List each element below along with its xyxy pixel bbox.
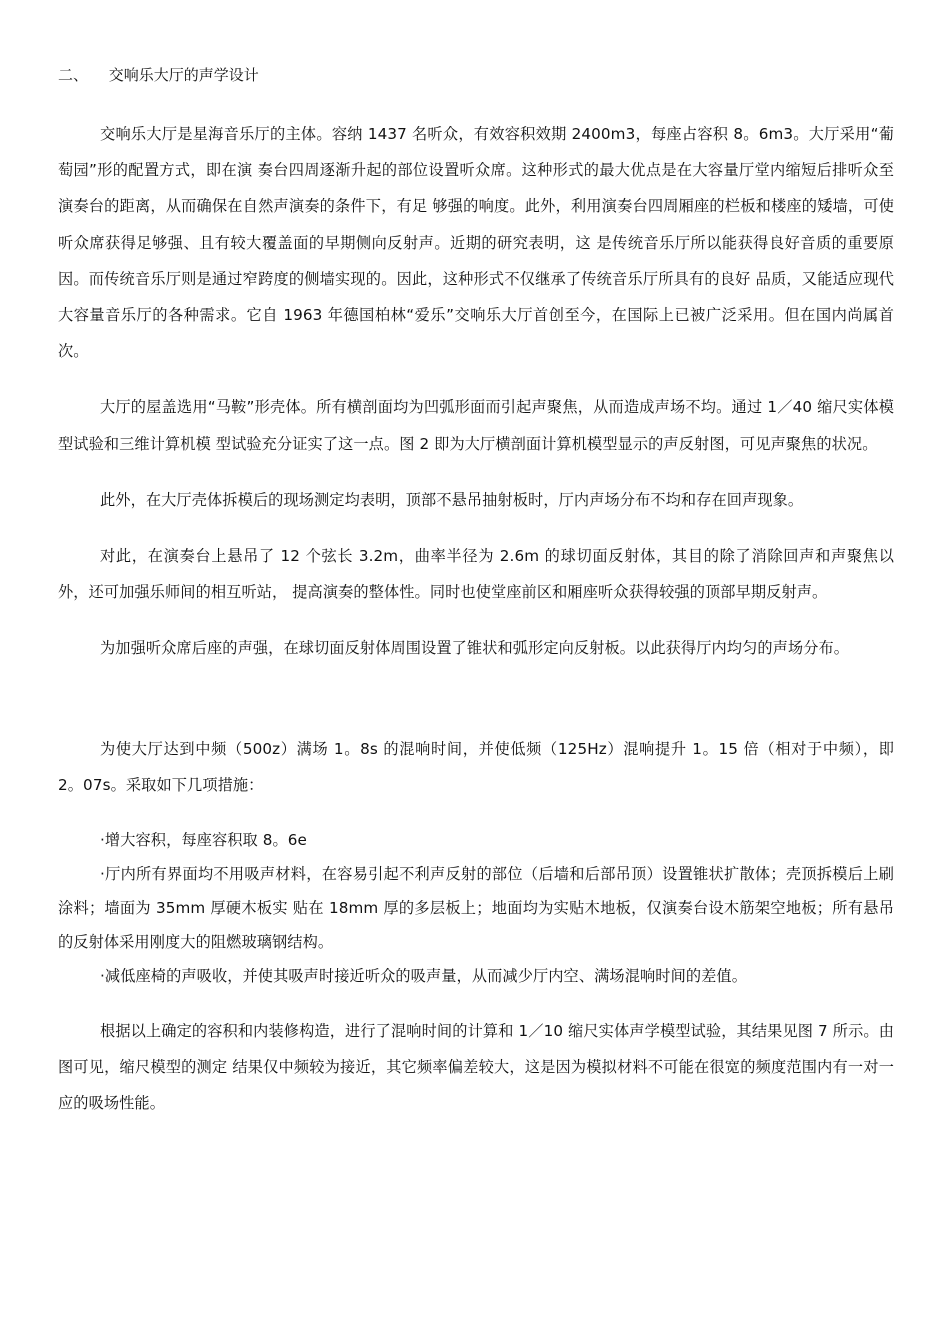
paragraph-hall-overview: 交响乐大厅是星海音乐厅的主体。容纳 1437 名听众，有效容积效期 2400m3，每座占容积 8。6m3。大厅采用“葡萄园”形的配置方式，即在演 奏台四周逐渐升起的部位设置听众席。这种形式的最大优点是在大容量厅堂内缩短后排听众至演奏台的距离，从而确保在自然声演奏的条件下，有足 够强的响度。此外，利用演奏台四周厢座的栏板和楼座的矮墙，可使听众席获得足够强、且有较大覆盖面的早期侧向反射声。近期的研究表明，这 是传统音乐厅所以能获得良好音质的重要原因。而传统音乐厅则是通过窄跨度的侧墙实现的。因此，这种形式不仅继承了传统音乐厅所具有的良好 品质，又能适应现代大容量音乐厅的各种需求。它自 1963 年德国柏林“爱乐”交响乐大厅首创至今，在国际上已被广泛采用。但在国内尚属首次。	[58, 125, 894, 361]
paragraph-roof-shell: 大厅的屋盖选用“马鞍”形壳体。所有横剖面均为凹弧形面而引起声聚焦，从而造成声场不均。通过 1／40 缩尺实体模型试验和三维计算机模 型试验充分证实了这一点。图 2 即为大厅横剖面计算机模型显示的声反射图，可见声聚焦的状况。	[58, 398, 894, 453]
measure-item: ·增大容积，每座容积取 8。6e	[100, 831, 307, 850]
measures-list	[58, 823, 894, 993]
paragraph-reflectors: 对此，在演奏台上悬吊了 12 个弦长 3.2m，曲率半径为 2.6m 的球切面反射体，其目的除了消除回声和声聚焦以外，还可加强乐师间的相互听站， 提高演奏的整体性。同时也使堂座前区和厢座听众获得较强的顶部早期反射声。	[58, 547, 894, 602]
measure-item: ·减低座椅的声吸收，并使其吸声时接近听众的吸声量，从而减少厅内空、满场混响时间的差值。	[100, 967, 748, 986]
section-number: 二、	[58, 66, 89, 84]
paragraph-reverb-target: 为使大厅达到中频（500z）满场 1。8s 的混响时间，并使低频（125Hz）混响提升 1。15 倍（相对于中频），即 2。07s。采取如下几项措施：	[58, 739, 894, 794]
paragraph-model-results: 根据以上确定的容积和内装修构造，进行了混响时间的计算和 1／10 缩尺实体声学模型试验，其结果见图 7 所示。由图可见，缩尺模型的测定 结果仅中频较为接近，其它频率偏差较大，这是因为模拟材料不可能在很宽的频度范围内有一对一应的吸场性能。	[58, 1022, 894, 1113]
paragraph-rear-seats: 为加强听众席后座的声强，在球切面反射体周围设置了锥状和弧形定向反射板。以此获得厅内均匀的声场分布。	[100, 639, 850, 658]
section-title: 交响乐大厅的声学设计	[108, 66, 259, 84]
document-page	[58, 64, 894, 1122]
measure-item: ·厅内所有界面均不用吸声材料，在容易引起不利声反射的部位（后墙和后部吊顶）设置锥状扩散体；壳顶拆模后上刷涂料；墙面为 35mm 厚硬木板实 贴在 18mm 厚的多层板上；地面均为实贴木地板，仅演奏台设木筋架空地板；所有悬吊的反射体采用刚度大的阻燃玻璃钢结构。	[58, 865, 894, 952]
paragraph-site-measurement: 此外，在大厅壳体拆模后的现场测定均表明，顶部不悬吊抽射板时，厅内声场分布不均和存在回声现象。	[100, 490, 804, 509]
section-heading	[58, 64, 894, 86]
